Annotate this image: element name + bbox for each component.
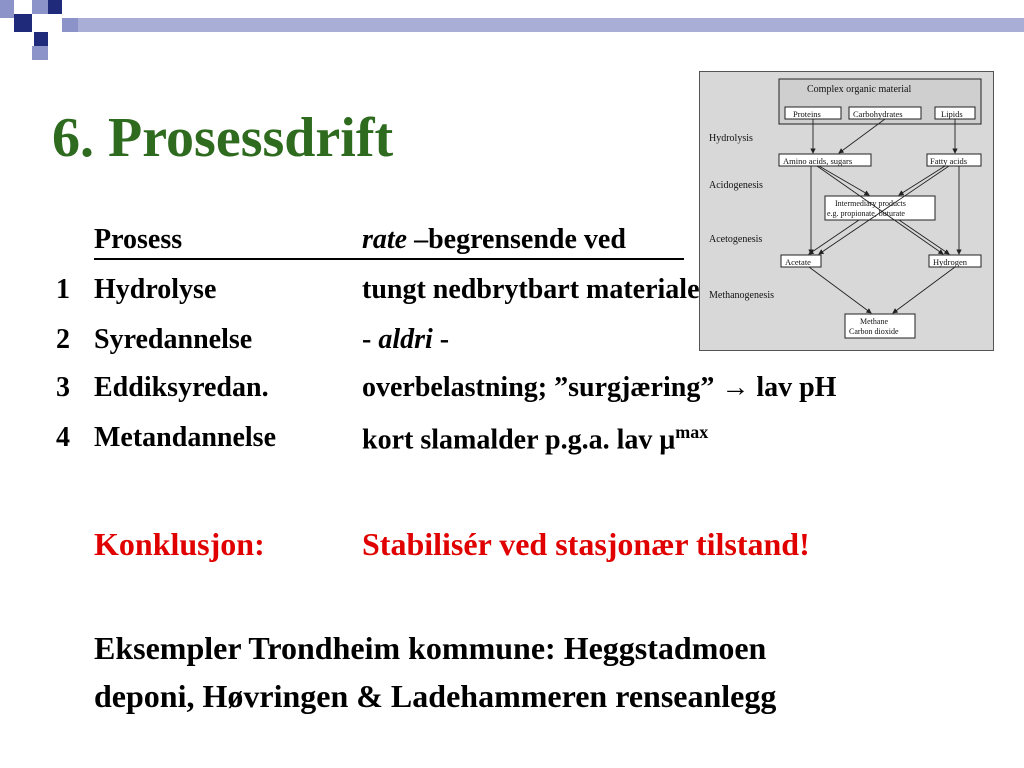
svg-text:Hydrogen: Hydrogen xyxy=(933,257,967,267)
diagram-top: Complex organic material xyxy=(807,84,912,95)
header-rate: rate –begrensende ved xyxy=(362,224,626,255)
svg-text:Fatty acids: Fatty acids xyxy=(930,156,968,166)
svg-text:Intermediary products: Intermediary products xyxy=(835,199,906,208)
svg-text:Methane: Methane xyxy=(860,317,888,326)
svg-text:Carbohydrates: Carbohydrates xyxy=(853,109,903,119)
svg-text:Acetogenesis: Acetogenesis xyxy=(709,234,763,245)
svg-text:Carbon dioxide: Carbon dioxide xyxy=(849,327,899,336)
svg-text:Acetate: Acetate xyxy=(785,257,811,267)
svg-text:Lipids: Lipids xyxy=(941,109,963,119)
svg-text:Methanogenesis: Methanogenesis xyxy=(709,290,774,301)
header-underline xyxy=(94,258,684,260)
svg-text:e.g. propionate, buturate: e.g. propionate, buturate xyxy=(827,209,905,218)
svg-text:Proteins: Proteins xyxy=(793,109,821,119)
svg-text:Amino acids, sugars: Amino acids, sugars xyxy=(783,156,853,166)
page-title: 6. Prosessdrift xyxy=(52,107,394,169)
anaerobic-digestion-diagram xyxy=(699,71,994,351)
header-process: Prosess xyxy=(94,224,183,255)
examples-line-1: Eksempler Trondheim kommune: Heggstadmoen xyxy=(94,630,767,666)
svg-text:Hydrolysis: Hydrolysis xyxy=(709,133,753,144)
svg-text:Acidogenesis: Acidogenesis xyxy=(709,180,763,191)
examples-line-2: deponi, Høvringen & Ladehammeren renseanlegg xyxy=(94,678,777,714)
conclusion-label: Konklusjon: xyxy=(94,526,265,562)
conclusion-text: Stabilisér ved stasjonær tilstand! xyxy=(362,526,810,562)
corner-decoration xyxy=(0,0,1024,60)
